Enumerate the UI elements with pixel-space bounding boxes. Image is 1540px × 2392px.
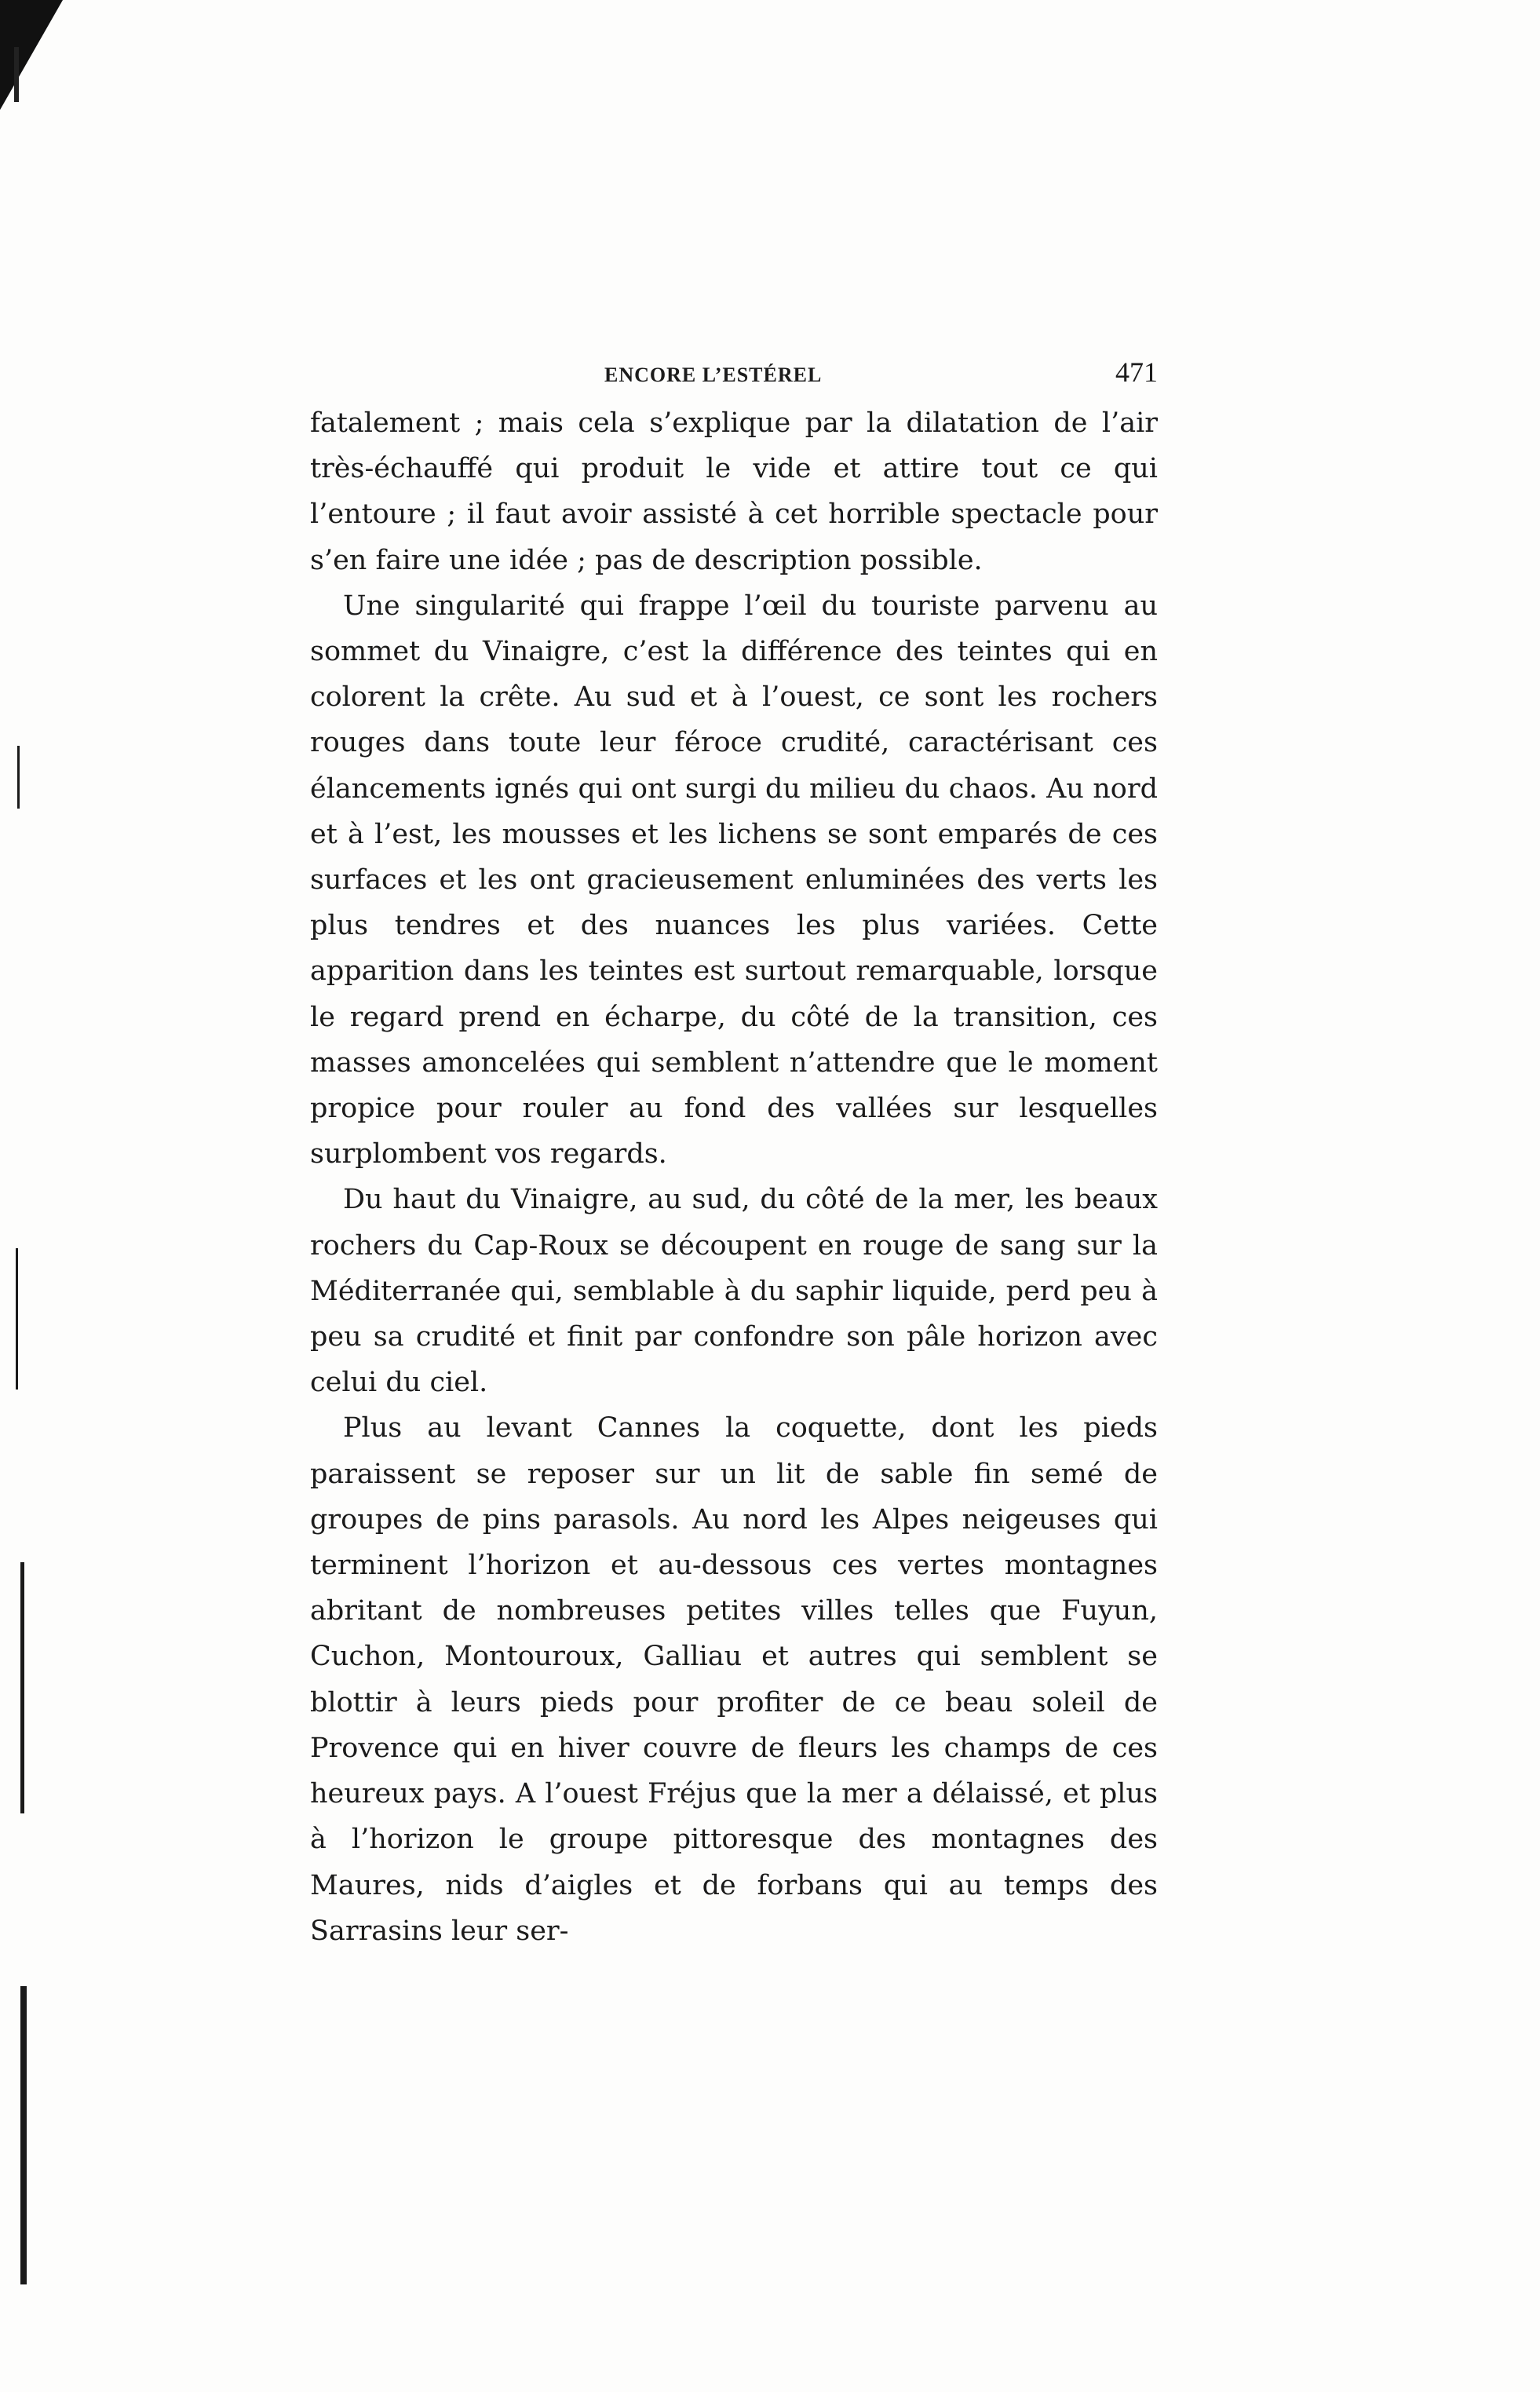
scan-edge-line (17, 746, 20, 809)
paragraph-3: Du haut du Vinaigre, au sud, du côté de la mer, les beaux rochers du Cap-Roux se découpent en rouge de sang sur la Méditerranée qui, semblable à du saphir liquide, perd peu à peu sa crudité et finit par confondre son pâle horizon avec celui du ciel. (310, 1184, 1158, 1399)
running-head (310, 349, 1158, 396)
paragraph-1: fatalement ; mais cela s’explique par la dilatation de l’air très-échauffé qui produit le vide et attire tout ce qui l’entoure ; il faut avoir assisté à cet horrible spectacle pour s’en faire une idée ; pas de description possible. (310, 407, 1158, 576)
scan-corner-mark (0, 0, 63, 110)
scan-edge-line (16, 1248, 18, 1390)
paragraph-4: Plus au levant Cannes la coquette, dont les pieds paraissent se reposer sur un lit de sable fin semé de groupes de pins parasols. Au nord les Alpes neigeuses qui terminent l’horizon et au-dessous ces vertes montagnes abritant de nombreuses petites villes telles que Fuyun, Cuchon, Montouroux, Galliau et autres qui semblent se blottir à leurs pieds pour profiter de ce beau soleil de Provence qui en hiver couvre de fleurs les champs de ces heureux pays. A l’ouest Fréjus que la mer a délaissé, et plus à l’horizon le groupe pittoresque des montagnes des Maures, nids d’aigles et de forbans qui au temps des Sarrasins leur ser- (310, 1412, 1158, 1947)
page-number: 471 (1115, 356, 1158, 388)
body-text (310, 400, 1158, 1954)
scan-edge-line (20, 1562, 24, 1813)
scan-edge-line (20, 1986, 27, 2284)
scan-corner-stem (14, 47, 19, 102)
running-title: ENCORE L’ESTÉREL (604, 363, 823, 386)
paragraph-2: Une singularité qui frappe l’œil du touriste parvenu au sommet du Vinaigre, c’est la différence des teintes qui en colorent la crête. Au sud et à l’ouest, ce sont les rochers rouges dans toute leur féroce crudité, caractérisant ces élancements ignés qui ont surgi du milieu du chaos. Au nord et à l’est, les mousses et les lichens se sont emparés de ces surfaces et les ont gracieusement enluminées des verts les plus tendres et des nuances les plus variées. Cette apparition dans les teintes est surtout remarquable, lorsque le regard prend en écharpe, du côté de la transition, ces masses amoncelées qui semblent n’attendre que le moment propice pour rouler au fond des vallées sur lesquelles surplombent vos regards. (310, 590, 1158, 1170)
